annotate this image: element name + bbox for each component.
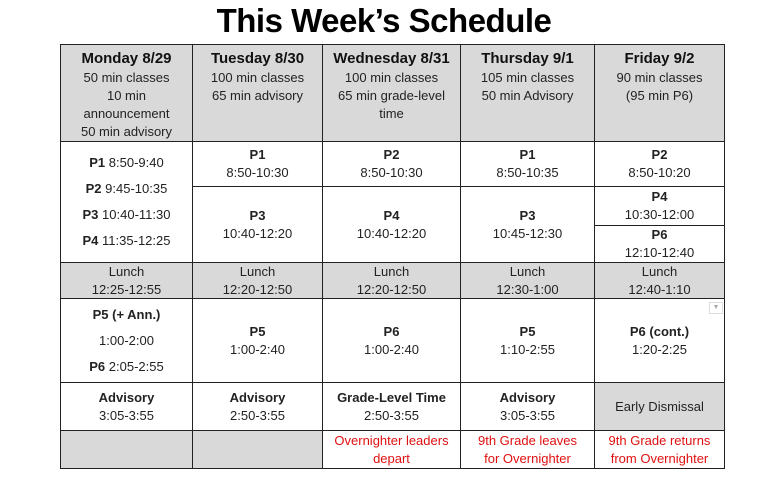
period-row [86, 180, 168, 198]
day-info: time [379, 106, 404, 121]
cell-text: 10:40-12:20 [222, 225, 293, 241]
lunch-cell [192, 262, 323, 299]
period-cell [322, 298, 461, 383]
cell-text: Overnighter leaders [334, 432, 449, 448]
cell-text: from Overnighter [610, 450, 709, 466]
period-time: 1:00-2:00 [99, 332, 154, 348]
day-header [60, 44, 193, 142]
period-cell [322, 382, 461, 431]
cell-text: 1:20-2:25 [632, 341, 687, 357]
cell-text: 2:50-3:55 [364, 407, 419, 423]
cell-text: Grade-Level Time [337, 389, 446, 405]
period-row [83, 232, 171, 250]
cell-text: P4 [383, 207, 400, 223]
cell-text: 1:00-2:40 [364, 341, 419, 357]
cell-text: 3:05-3:55 [99, 407, 154, 423]
cell-text: 12:25-12:55 [91, 281, 162, 297]
monday-afternoon [60, 298, 193, 383]
period-cell [594, 298, 725, 383]
page-title: This Week’s Schedule [216, 2, 552, 39]
period-label: P6 [89, 358, 106, 374]
period-row [89, 358, 163, 376]
period-row [89, 154, 163, 172]
cell-text: 12:40-1:10 [628, 281, 691, 297]
period-cell [594, 141, 725, 187]
cell-text: 12:30-1:00 [496, 281, 559, 297]
day-name: Tuesday 8/30 [210, 50, 305, 67]
cell-text: 8:50-10:30 [226, 165, 289, 180]
cell-text: P6 [651, 227, 668, 242]
period-cell [460, 298, 595, 383]
period-cell [460, 141, 595, 187]
day-header [594, 44, 725, 142]
cell-text: for Overnighter [484, 450, 571, 466]
notes-cell [594, 430, 725, 469]
period-row [83, 206, 171, 224]
cell-text: P1 [519, 147, 536, 162]
day-info: 100 min classes [344, 70, 439, 85]
cell-text: 12:20-12:50 [222, 281, 293, 297]
day-info: 50 min advisory [80, 124, 173, 139]
day-info: (95 min P6) [625, 88, 694, 103]
notes-cell [192, 430, 323, 469]
period-label: P2 [85, 181, 102, 196]
cell-text: 2:50-3:55 [230, 407, 285, 423]
lunch-cell [594, 262, 725, 299]
day-name: Friday 9/2 [624, 50, 695, 67]
cell-text: 8:50-10:30 [360, 165, 423, 180]
cell-text: Early Dismissal [615, 398, 704, 414]
cell-text: Lunch [239, 263, 276, 279]
cell-text: Advisory [98, 389, 155, 405]
cell-text: Lunch [373, 263, 410, 279]
period-time: 8:50-9:40 [108, 155, 164, 170]
period-label: P3 [82, 207, 99, 222]
day-info: 100 min classes [210, 70, 305, 85]
cell-text: 8:50-10:35 [496, 165, 559, 180]
period-label: P5 (+ Ann.) [92, 306, 161, 322]
cell-text: P2 [651, 147, 668, 162]
cell-text: P2 [383, 147, 400, 162]
cell-text: 12:10-12:40 [624, 245, 695, 260]
day-info: 50 min Advisory [481, 88, 574, 103]
cell-text: P5 [519, 323, 536, 339]
period-label: P4 [82, 233, 99, 248]
notes-cell [460, 430, 595, 469]
cell-text: 8:50-10:20 [628, 165, 691, 180]
lunch-cell [460, 262, 595, 299]
period-cell [460, 382, 595, 431]
notes-cell [60, 430, 193, 469]
period-time: 9:45-10:35 [105, 181, 168, 196]
period-cell [192, 382, 323, 431]
advisory-cell [60, 382, 193, 431]
period-cell [594, 186, 725, 226]
monday-periods [60, 141, 193, 263]
cell-text: 1:10-2:55 [500, 341, 555, 357]
cell-text: 10:30-12:00 [624, 207, 695, 222]
cell-text: Lunch [108, 263, 145, 279]
cell-text: P5 [249, 323, 266, 339]
day-info: 65 min grade-level [338, 88, 445, 103]
period-cell [192, 141, 323, 187]
cell-text: Lunch [509, 263, 546, 279]
period-time: 11:35-12:25 [102, 233, 171, 248]
dismissal-cell [594, 382, 725, 431]
period-time: 10:40-11:30 [102, 207, 171, 222]
period-cell [192, 186, 323, 263]
cell-text: Advisory [499, 389, 556, 405]
period-cell [322, 141, 461, 187]
dropdown-arrow-icon[interactable]: ▼ [709, 302, 723, 314]
period-cell [460, 186, 595, 263]
cell-text: depart [373, 450, 410, 466]
cell-text: 10:45-12:30 [492, 225, 563, 241]
cell-text: 10:40-12:20 [356, 225, 427, 241]
period-cell [192, 298, 323, 383]
cell-text: Advisory [229, 389, 286, 405]
day-name: Thursday 9/1 [481, 50, 574, 67]
notes-cell [322, 430, 461, 469]
day-name: Monday 8/29 [81, 50, 172, 67]
cell-text: P6 (cont.) [629, 323, 690, 339]
cell-text: P3 [519, 207, 536, 223]
cell-text: P3 [249, 207, 266, 223]
period-time: 2:05-2:55 [108, 358, 164, 374]
cell-text: P1 [249, 147, 266, 162]
cell-text: 12:20-12:50 [356, 281, 427, 297]
day-info: 65 min advisory [211, 88, 304, 103]
cell-text: 1:00-2:40 [230, 341, 285, 357]
day-info: announcement [83, 106, 170, 121]
cell-text: 9th Grade returns [608, 432, 711, 448]
period-cell [594, 225, 725, 263]
cell-text: P6 [383, 323, 400, 339]
cell-text: P4 [651, 189, 668, 204]
day-header [192, 44, 323, 142]
period-cell [322, 186, 461, 263]
cell-text: Lunch [641, 263, 678, 279]
day-info: 50 min classes [83, 70, 170, 85]
lunch-cell [322, 262, 461, 299]
cell-text: 3:05-3:55 [500, 407, 555, 423]
day-header [322, 44, 461, 142]
day-info: 105 min classes [480, 70, 575, 85]
day-info: 90 min classes [616, 70, 703, 85]
day-name: Wednesday 8/31 [333, 50, 450, 67]
period-label: P1 [89, 155, 106, 170]
cell-text: 9th Grade leaves [477, 432, 577, 448]
lunch-cell [60, 262, 193, 299]
day-info: 10 min [106, 88, 147, 103]
day-header [460, 44, 595, 142]
